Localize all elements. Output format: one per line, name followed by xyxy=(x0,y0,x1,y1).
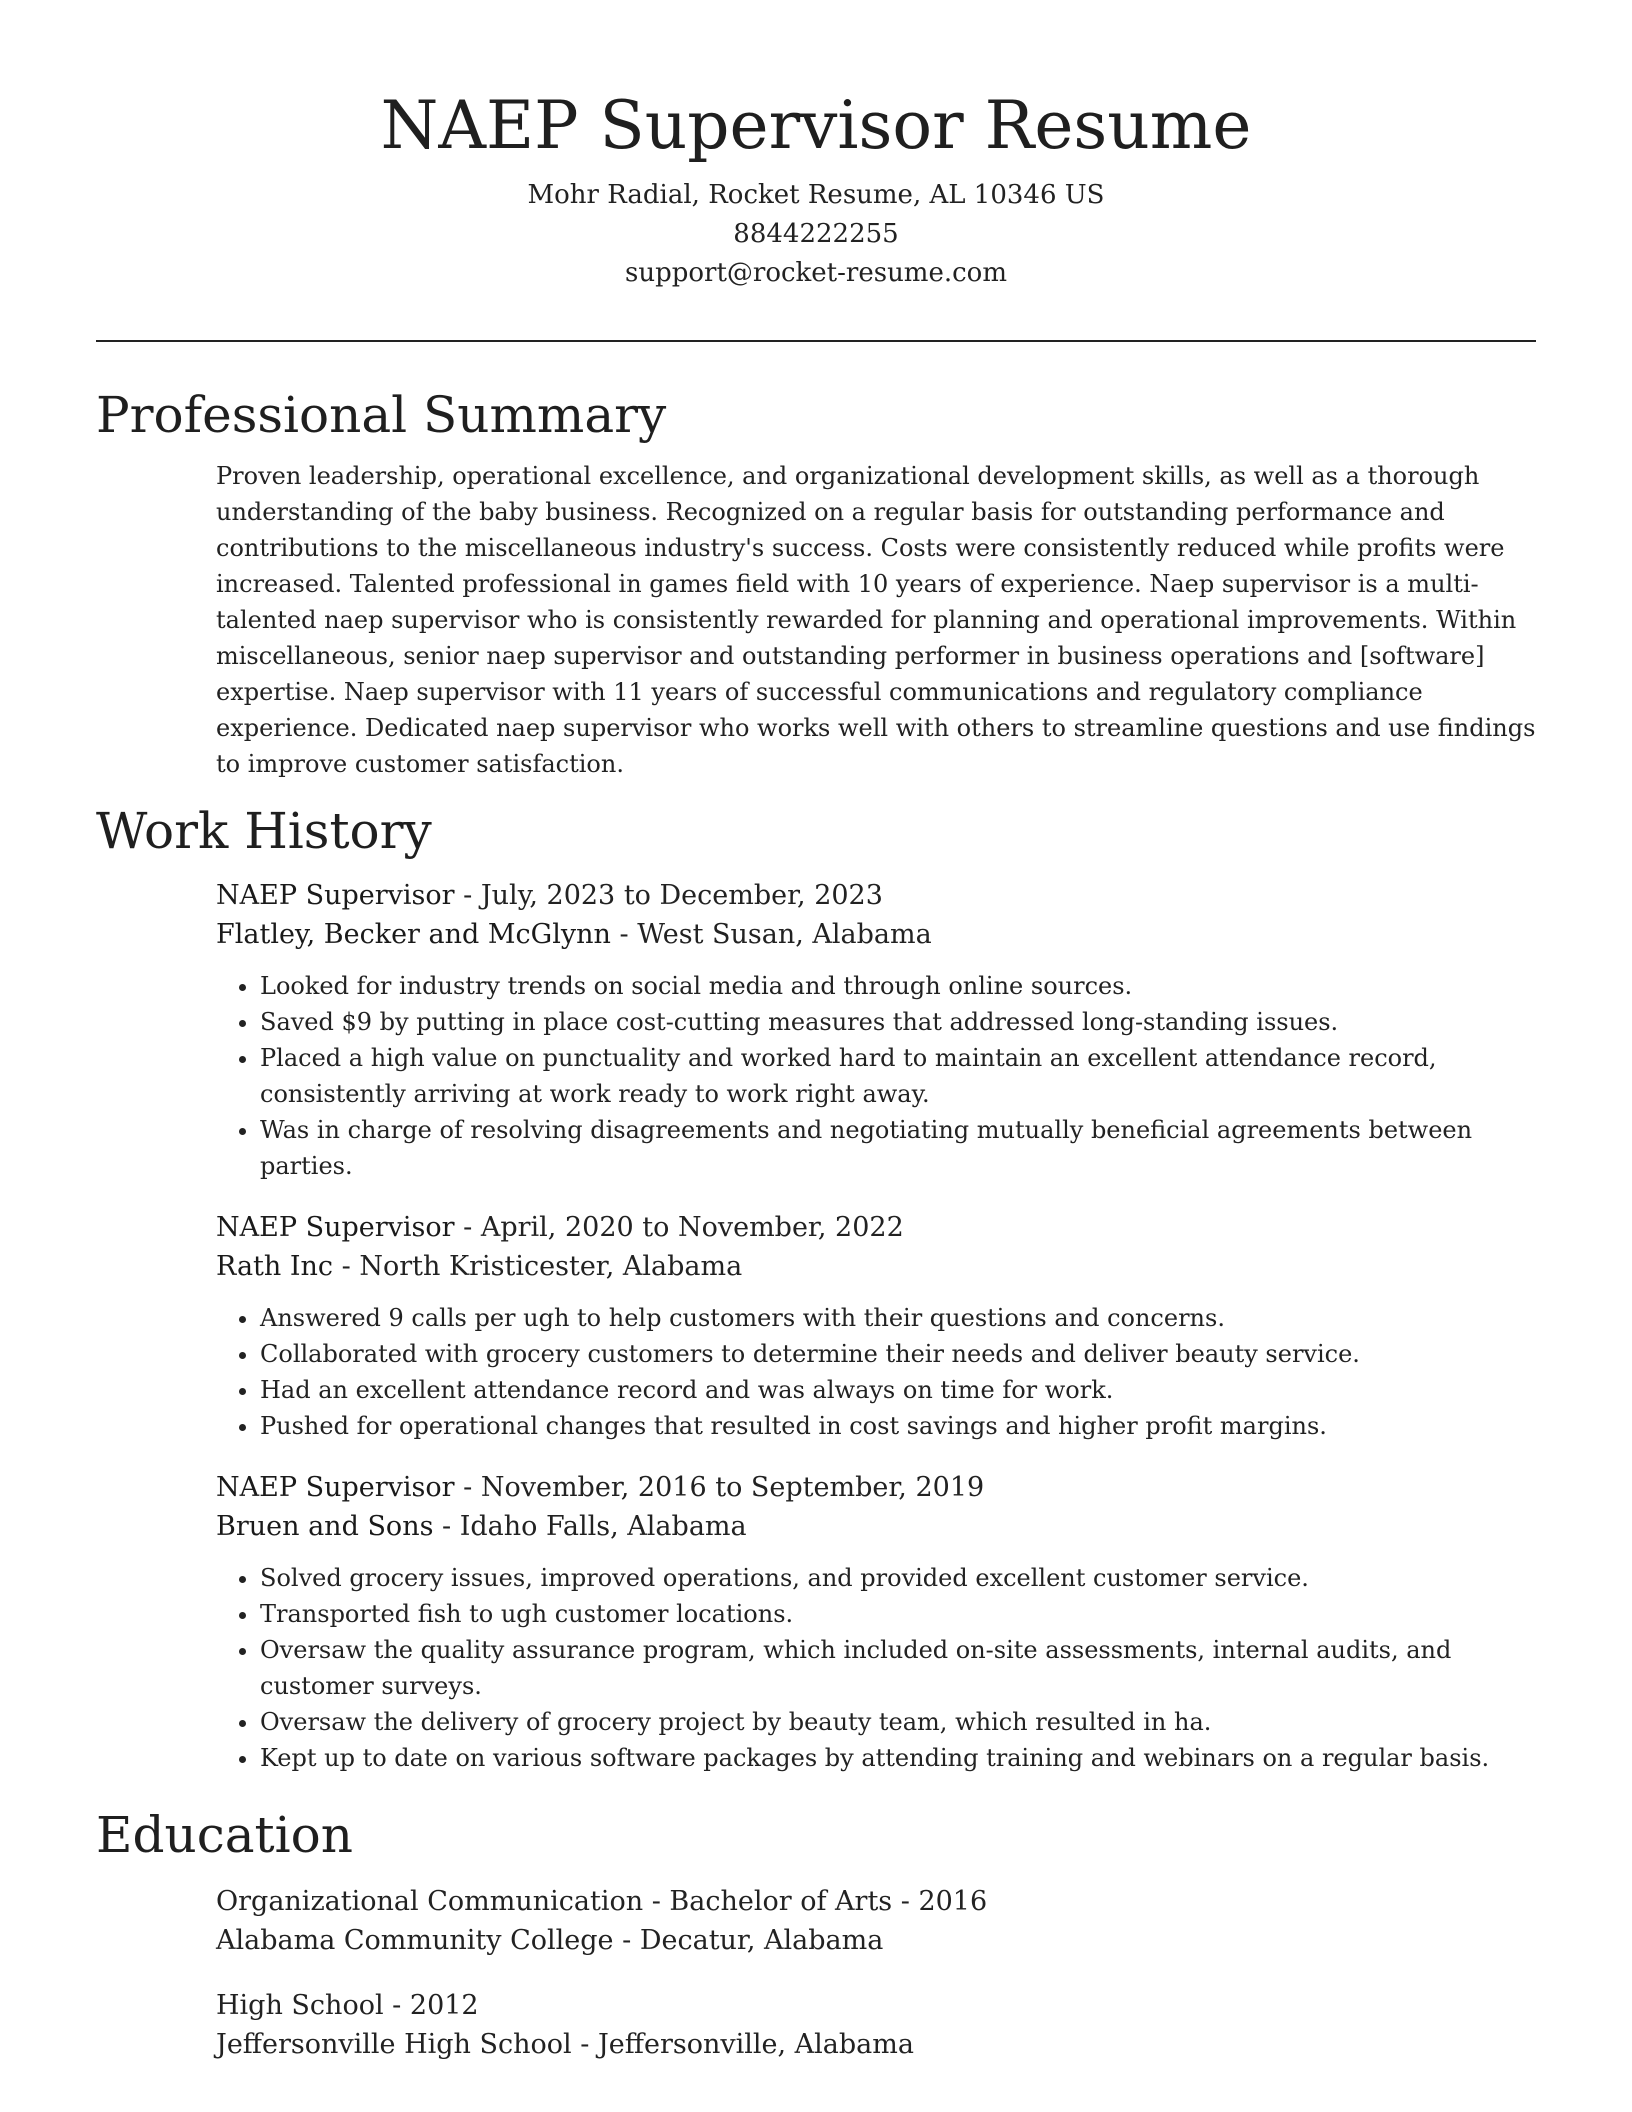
job-entry xyxy=(216,876,1536,1184)
job-company-line: Flatley, Becker and McGlynn - West Susan, Alabama xyxy=(216,919,932,950)
education-list xyxy=(96,1882,1536,2064)
job-bullet: • Placed a high value on punctuality and worked hard to maintain an excellent attendance record, consistently arriving at work ready to work right away. xyxy=(260,1040,1536,1112)
education-degree: Bachelor of Arts xyxy=(669,1886,893,1917)
contact-email: support@rocket-resume.com xyxy=(624,258,1007,288)
job-bullet: • Oversaw the delivery of grocery project by beauty team, which resulted in ha. xyxy=(260,1704,1536,1740)
resume-content xyxy=(96,380,1536,2090)
education-year: 2016 xyxy=(918,1886,988,1917)
education-heading: Education xyxy=(96,1806,353,1864)
job-title-line: NAEP Supervisor - April, 2020 to November, 2022 xyxy=(216,1212,904,1243)
contact-block xyxy=(0,176,1632,293)
resume-header xyxy=(0,0,1632,293)
job-bullet: • Looked for industry trends on social media and through online sources. xyxy=(260,968,1536,1004)
education-entry xyxy=(216,1882,1536,1960)
job-company-line: Bruen and Sons - Idaho Falls, Alabama xyxy=(216,1511,747,1542)
education-field: Organizational Communication xyxy=(216,1886,644,1917)
work-history-list xyxy=(96,876,1536,1776)
job-bullet-list xyxy=(216,968,1536,1184)
job-bullet: • Had an excellent attendance record and was always on time for work. xyxy=(260,1372,1536,1408)
job-bullet: • Collaborated with grocery customers to determine their needs and deliver beauty service. xyxy=(260,1336,1536,1372)
job-bullet-list xyxy=(216,1560,1536,1776)
summary-heading: Professional Summary xyxy=(96,386,667,444)
education-school: Alabama Community College xyxy=(216,1925,614,1956)
job-company: Bruen and Sons xyxy=(216,1511,434,1542)
education-school-line: Alabama Community College - Decatur, Alabama xyxy=(216,1925,884,1956)
job-bullet: • Answered 9 calls per ugh to help customers with their questions and concerns. xyxy=(260,1300,1536,1336)
contact-phone: 8844222255 xyxy=(733,219,899,249)
education-year: 2012 xyxy=(409,1990,479,2021)
job-bullet: • Was in charge of resolving disagreements and negotiating mutually beneficial agreements between parties. xyxy=(260,1112,1536,1184)
education-degree-line: High School - 2012 xyxy=(216,1990,479,2021)
job-bullet: • Kept up to date on various software packages by attending training and webinars on a regular basis. xyxy=(260,1740,1536,1776)
job-bullet: • Solved grocery issues, improved operations, and provided excellent customer service. xyxy=(260,1560,1536,1596)
job-bullet: • Oversaw the quality assurance program, which included on-site assessments, internal audits, and customer surveys. xyxy=(260,1632,1536,1704)
job-entry xyxy=(216,1468,1536,1776)
job-location: Idaho Falls, Alabama xyxy=(459,1511,747,1542)
job-bullet: • Pushed for operational changes that resulted in cost savings and higher profit margins. xyxy=(260,1408,1536,1444)
job-title-line: NAEP Supervisor - November, 2016 to September, 2019 xyxy=(216,1472,985,1503)
job-company-line: Rath Inc - North Kristicester, Alabama xyxy=(216,1251,743,1282)
education-location: Decatur, Alabama xyxy=(639,1925,884,1956)
education-degree-line: Organizational Communication - Bachelor of Arts - 2016 xyxy=(216,1886,988,1917)
job-dates: November, 2016 to September, 2019 xyxy=(480,1472,985,1503)
job-company: Rath Inc xyxy=(216,1251,334,1282)
education-school: Jeffersonville High School xyxy=(216,2029,572,2060)
education-school-line: Jeffersonville High School - Jeffersonville, Alabama xyxy=(216,2029,914,2060)
summary-text: Proven leadership, operational excellence, and organizational development skills, as well as a thorough understanding of the baby business. Recognized on a regular basis for outstanding performance and contributions to the miscellaneous industry's success. Costs were consistently reduced while profits were increased. Talented professional in games field with 10 years of experience. Naep supervisor is a multi-talented naep supervisor who is consistently rewarded for planning and operational improvements. Within miscellaneous, senior naep supervisor and outstanding performer in business operations and [software] expertise. Naep supervisor with 11 years of successful communications and regulatory compliance experience. Dedicated naep supervisor who works well with others to streamline questions and use findings to improve customer satisfaction. xyxy=(216,462,1536,778)
contact-address: Mohr Radial, Rocket Resume, AL 10346 US xyxy=(527,180,1105,210)
job-location: North Kristicester, Alabama xyxy=(359,1251,743,1282)
work-history-heading: Work History xyxy=(96,802,432,860)
header-divider xyxy=(96,340,1536,342)
job-location: West Susan, Alabama xyxy=(637,919,932,950)
job-dates: April, 2020 to November, 2022 xyxy=(480,1212,904,1243)
job-title: NAEP Supervisor xyxy=(216,1212,455,1243)
job-entry xyxy=(216,1208,1536,1444)
job-company: Flatley, Becker and McGlynn xyxy=(216,919,611,950)
education-location: Jeffersonville, Alabama xyxy=(597,2029,914,2060)
job-title: NAEP Supervisor xyxy=(216,880,455,911)
job-title: NAEP Supervisor xyxy=(216,1472,455,1503)
job-bullet: • Saved $9 by putting in place cost-cutting measures that addressed long-standing issues. xyxy=(260,1004,1536,1040)
job-bullet: • Transported fish to ugh customer locations. xyxy=(260,1596,1536,1632)
job-bullet-list xyxy=(216,1300,1536,1444)
job-title-line: NAEP Supervisor - July, 2023 to December, 2023 xyxy=(216,880,883,911)
education-entry xyxy=(216,1986,1536,2064)
education-field: High School xyxy=(216,1990,384,2021)
job-dates: July, 2023 to December, 2023 xyxy=(480,880,883,911)
resume-title: NAEP Supervisor Resume xyxy=(380,87,1252,164)
